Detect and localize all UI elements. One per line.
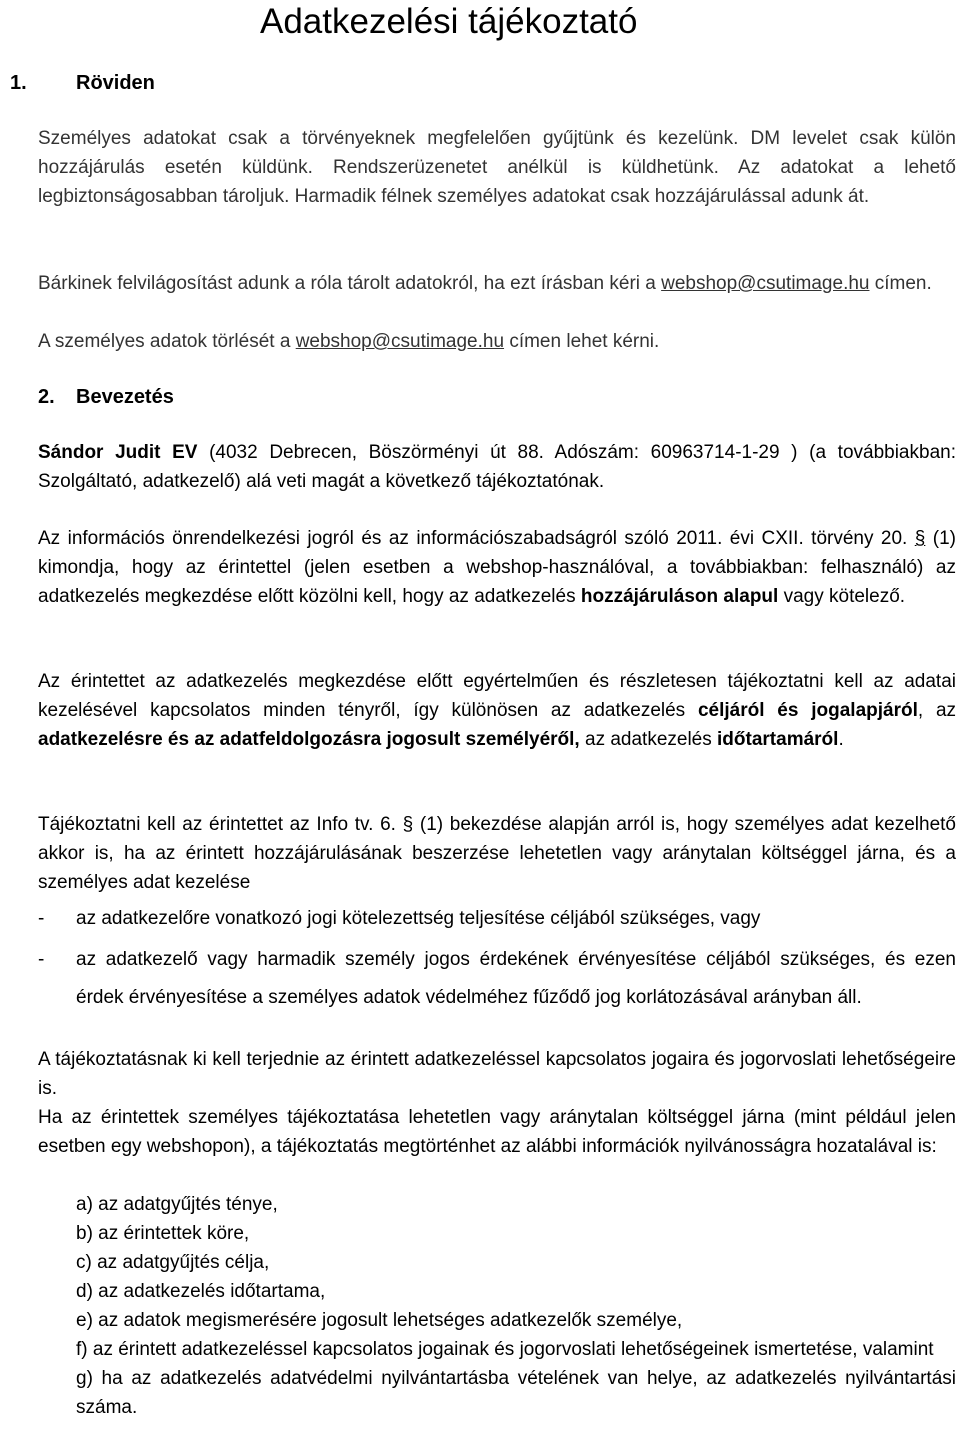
list-item: b) az érintettek köre, [76, 1223, 250, 1244]
condition-list [38, 904, 956, 933]
section-2-paragraph-2: Az információs önrendelkezési jogról és az információszabadságról szóló 2011. évi CXII. törvény 20. § (1) kimondja, hogy az érintettel (jelen esetben a webshop-használóval, a továbbiakban: felhasználó) az adatkezelés megkezdése előtt közölni kell, hogy az adatkezelés hozzájáruláson alapul vagy kötelező. [38, 528, 956, 607]
condition-list-2 [38, 941, 956, 1017]
controller-name: Sándor Judit EV [38, 442, 198, 463]
section-1-paragraph-1: Személyes adatokat csak a törvényeknek megfelelően gyűjtünk és kezelünk. DM levelet csak külön hozzájárulás esetén küldünk. Rendszerüzenetet anélkül is küldhetünk. Az adatokat a lehető legbiztonságosabban tároljuk. Harmadik félnek személyes adatokat csak hozzájárulással adunk át. [38, 128, 956, 207]
section-1-number: 1. [10, 72, 27, 94]
section-1-paragraph-3: A személyes adatok törlését a webshop@csutimage.hu címen lehet kérni. [38, 331, 660, 352]
info-list [38, 1190, 956, 1422]
section-2-paragraph-1: Sándor Judit EV (4032 Debrecen, Böszörményi út 88. Adószám: 60963714-1-29 ) (a továbbiakban: Szolgáltató, adatkezelő) alá veti magát a következő tájékoztatónak. [38, 442, 956, 492]
section-2-paragraph-5: A tájékoztatásnak ki kell terjednie az érintett adatkezeléssel kapcsolatos jogaira és jogorvoslati lehetőségeire is. [38, 1049, 956, 1099]
section-2-heading [38, 384, 174, 410]
section-1-paragraph-2: Bárkinek felvilágosítást adunk a róla tárolt adatokról, ha ezt írásban kéri a webshop@csutimage.hu címen. [38, 273, 932, 294]
list-item: - az adatkezelőre vonatkozó jogi kötelezettség teljesítése céljából szükséges, vagy [38, 908, 761, 929]
section-2-title: Bevezetés [76, 386, 174, 408]
email-link[interactable]: webshop@csutimage.hu [661, 273, 870, 294]
email-link[interactable]: webshop@csutimage.hu [295, 331, 505, 352]
list-item: d) az adatkezelés időtartama, [76, 1281, 326, 1302]
document-title: Adatkezelési tájékoztató [260, 2, 638, 41]
list-item: a) az adatgyűjtés ténye, [76, 1194, 278, 1215]
list-item: f) az érintett adatkezeléssel kapcsolatos jogainak és jogorvoslati lehetőségeinek ismertetése, valamint [76, 1339, 934, 1360]
section-1-heading [10, 70, 155, 96]
section-1-title: Röviden [76, 72, 155, 94]
list-item: g) ha az adatkezelés adatvédelmi nyilvántartásba vételének van helye, az adatkezelés nyilvántartási száma. [76, 1368, 956, 1418]
list-item: c) az adatgyűjtés célja, [76, 1252, 270, 1273]
list-item: - az adatkezelő vagy harmadik személy jogos érdekének érvényesítése céljából szükséges, és ezen érdek érvényesítése a személyes adatok védelméhez fűződő jog korlátozásával arányban áll. [38, 949, 956, 1008]
section-sign: § [914, 528, 926, 549]
section-2-paragraph-3: Az érintettet az adatkezelés megkezdése előtt egyértelműen és részletesen tájékoztatni kell az adatai kezelésével kapcsolatos minden tényről, így különösen az adatkezelés céljáról és jogalapjáról, az adatkezelésre és az adatfeldolgozásra jogosult személyéről, az adatkezelés időtartamáról. [38, 671, 957, 750]
section-2-paragraph-4: Tájékoztatni kell az érintettet az Info tv. 6. § (1) bekezdése alapján arról is, hogy személyes adat kezelhető akkor is, ha az érintett hozzájárulásának beszerzése lehetetlen vagy aránytalan költséggel járna, és a személyes adat kezelése [38, 814, 956, 893]
section-2-number: 2. [38, 386, 55, 408]
section-2-paragraph-6: Ha az érintettek személyes tájékoztatása lehetetlen vagy aránytalan költséggel járna (mint például jelen esetben egy webshopon), a tájékoztatás megtörténhet az alábbi információk nyilvánosságra hozatalával is: [38, 1107, 956, 1157]
list-item: e) az adatok megismerésére jogosult lehetséges adatkezelők személye, [76, 1310, 683, 1331]
